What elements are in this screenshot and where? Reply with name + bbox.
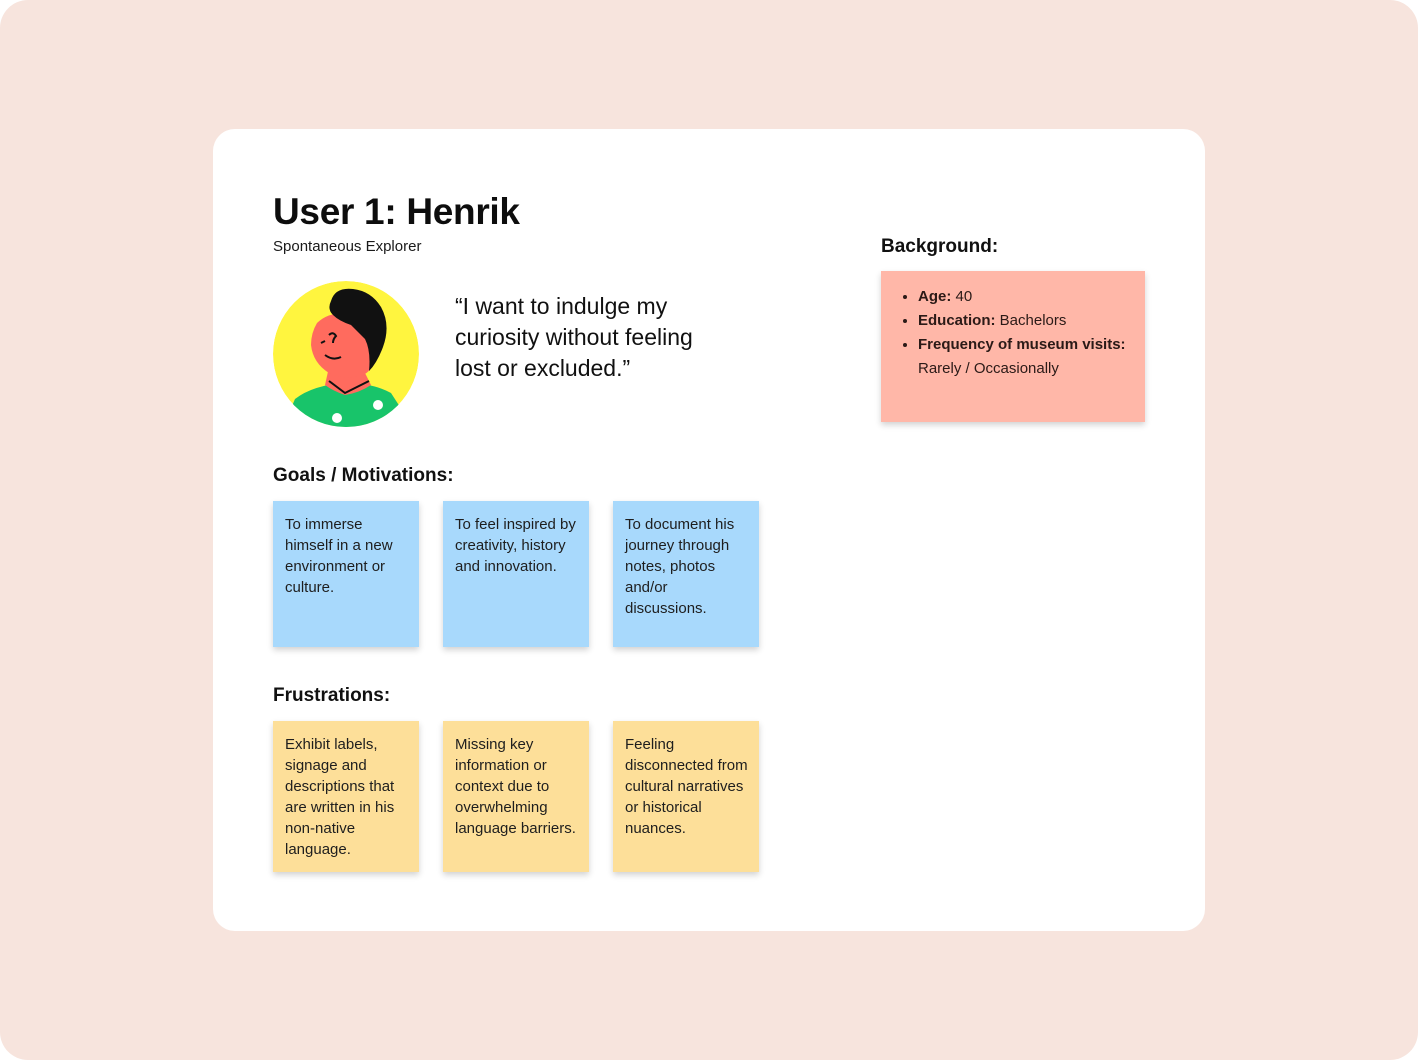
background-note[interactable] — [881, 271, 1145, 422]
background-item-age — [918, 285, 1137, 309]
background-value: 40 — [955, 288, 973, 305]
background-heading: Background: — [881, 236, 999, 257]
background-item-education — [918, 309, 1137, 333]
persona-title: User 1: Henrik — [273, 191, 520, 232]
frustration-note[interactable]: Missing key information or context due to overwhelming language barriers. — [443, 721, 589, 872]
avatar — [273, 281, 419, 427]
frustration-note[interactable]: Exhibit labels, signage and descriptions that are written in his non-native language. — [273, 721, 419, 872]
background-label: Age: — [918, 288, 952, 305]
persona-quote: “I want to indulge my curiosity without feeling lost or excluded.” — [455, 293, 693, 381]
background-value: Rarely / Occasionally — [918, 360, 1059, 377]
frustration-note[interactable]: Feeling disconnected from cultural narratives or historical nuances. — [613, 721, 759, 872]
goals-heading: Goals / Motivations: — [273, 465, 454, 486]
goal-note[interactable]: To immerse himself in a new environment or culture. — [273, 501, 419, 647]
goal-note[interactable]: To feel inspired by creativity, history and innovation. — [443, 501, 589, 647]
goal-note[interactable]: To document his journey through notes, photos and/or discussions. — [613, 501, 759, 647]
background-label: Education: — [918, 312, 996, 329]
persona-card — [213, 129, 1205, 931]
persona-subtitle: Spontaneous Explorer — [273, 238, 422, 255]
background-value: Bachelors — [999, 312, 1067, 329]
frustrations-heading: Frustrations: — [273, 685, 391, 706]
background-list — [897, 285, 1137, 381]
background-item-museum-visits — [918, 333, 1137, 381]
background-label: Frequency of museum visits: — [918, 336, 1126, 353]
